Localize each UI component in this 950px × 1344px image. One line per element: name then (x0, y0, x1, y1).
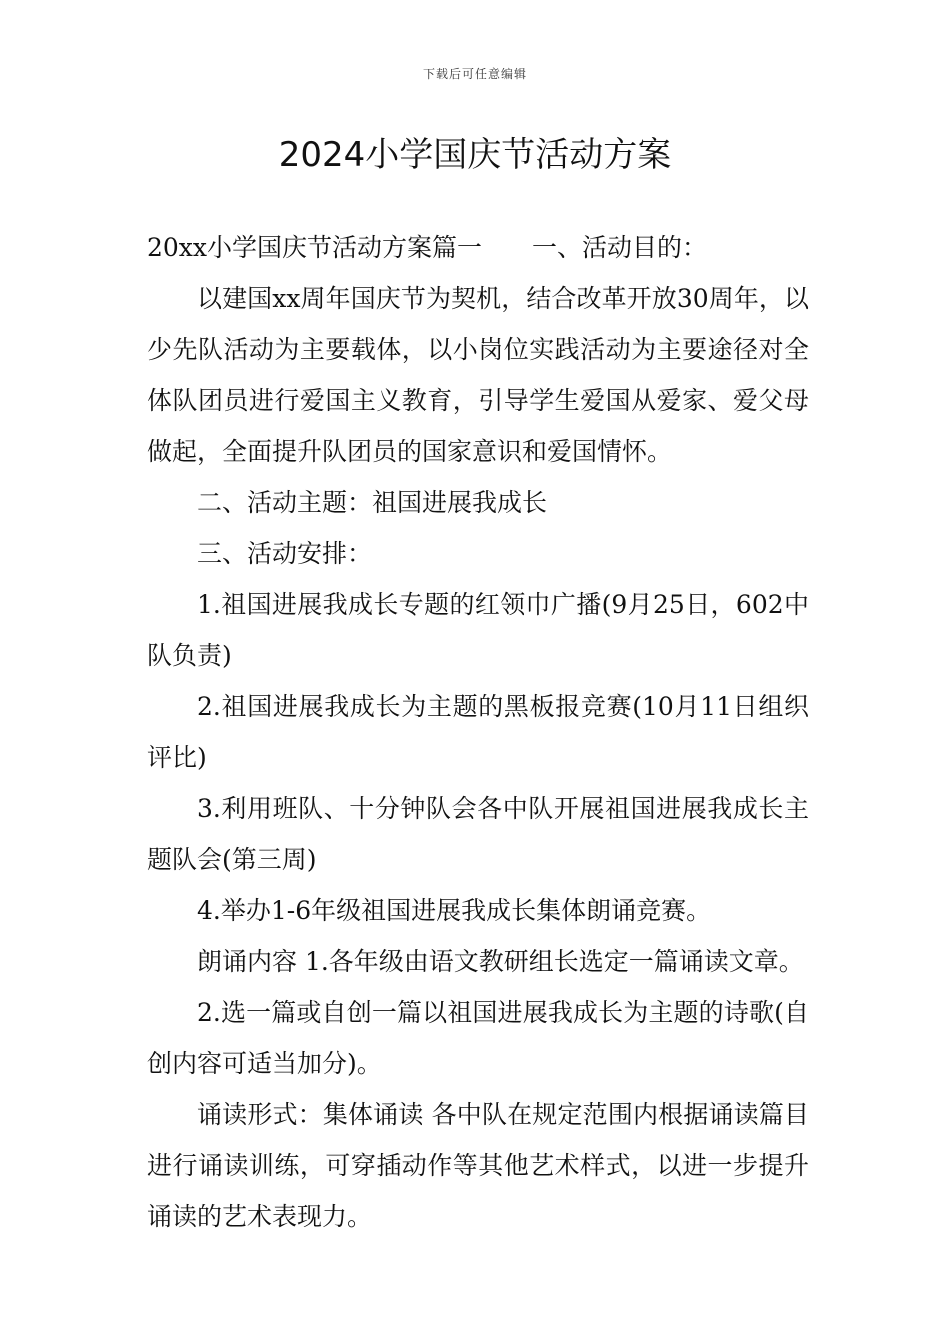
paragraph-item-1: 1.祖国进展我成长专题的红领巾广播(9月25日，602中队负责) (147, 590, 809, 670)
paragraph-item-2: 2.祖国进展我成长为主题的黑板报竞赛(10月11日组织评比) (147, 692, 809, 772)
paragraph-item-3: 3.利用班队、十分钟队会各中队开展祖国进展我成长主题队会(第三周) (147, 794, 809, 874)
paragraph-recitation-content: 朗诵内容 1.各年级由语文教研组长选定一篇诵读文章。 (197, 947, 804, 976)
paragraph-arrangement-heading: 三、活动安排： (197, 539, 373, 568)
document-body (147, 222, 809, 1242)
document-title: 2024小学国庆节活动方案 (278, 135, 672, 175)
paragraph-theme: 二、活动主题：祖国进展我成长 (197, 488, 548, 517)
header-note: 下载后可任意编辑 (422, 67, 527, 81)
paragraph-recitation-option: 2.选一篇或自创一篇以祖国进展我成长为主题的诗歌(自创内容可适当加分)。 (147, 998, 809, 1078)
paragraph-item-4: 4.举办1-6年级祖国进展我成长集体朗诵竞赛。 (197, 896, 712, 925)
paragraph-purpose: 以建国xx周年国庆节为契机，结合改革开放30周年，以少先队活动为主要载体，以小岗位实践活动为主要途径对全体队团员进行爱国主义教育，引导学生爱国从爱家、爱父母做起，全面提升队团员的国家意识和爱国情怀。 (147, 284, 809, 466)
paragraph-intro: 20xx小学国庆节活动方案篇一 一、活动目的： (147, 233, 708, 262)
paragraph-recitation-form: 诵读形式：集体诵读 各中队在规定范围内根据诵读篇目进行诵读训练，可穿插动作等其他艺术样式，以进一步提升诵读的艺术表现力。 (147, 1100, 809, 1231)
